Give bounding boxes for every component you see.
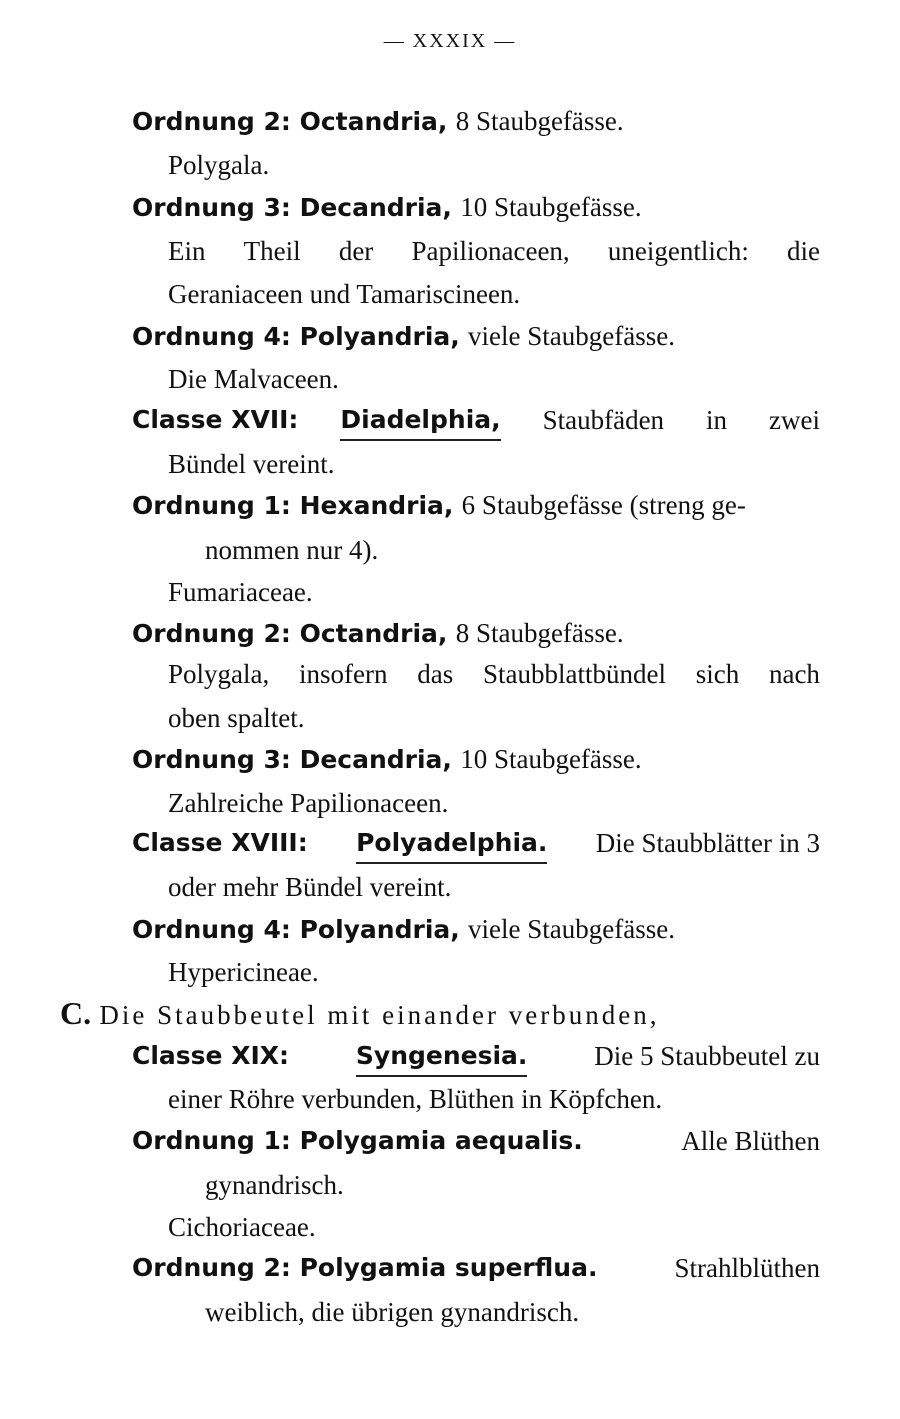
class-label: Classe XIX:: [132, 1041, 290, 1070]
order-description: 6 Staubgefässe (streng ge-: [461, 490, 746, 520]
justified-text-line: [168, 234, 820, 268]
class-label: Classe XVIII:: [132, 828, 308, 857]
order-description: 8 Staubgefässe.: [455, 106, 624, 136]
order-description: 10 Staubgefässe.: [460, 192, 642, 222]
example-text: Fumariaceae.: [168, 577, 313, 607]
order-polyandria-line: [132, 319, 675, 354]
example-text: Die Malvaceen.: [168, 364, 339, 394]
continuation-text: nommen nur 4).: [205, 535, 379, 565]
order-description: Strahlblüthen: [674, 1253, 820, 1283]
order-octandria-line: [132, 616, 624, 651]
class-description: Die 5 Staubbeutel zu: [594, 1041, 820, 1071]
word: das: [417, 659, 454, 689]
word: Ein: [168, 236, 206, 266]
class-diadelphia-line: [132, 403, 820, 441]
order-label: Ordnung 3: Decandria,: [132, 745, 452, 774]
class-label: Classe XVII:: [132, 405, 299, 434]
order-polyandria-line: [132, 912, 675, 947]
section-letter: C.: [60, 995, 92, 1031]
class-name: Syngenesia.: [356, 1039, 528, 1077]
continuation-text: weiblich, die übrigen gynandrisch.: [205, 1297, 580, 1327]
example-text: oben spaltet.: [168, 703, 305, 733]
order-octandria-line: [132, 104, 624, 139]
order-label: Ordnung 3: Decandria,: [132, 193, 452, 222]
class-description: einer Röhre verbunden, Blüthen in Köpfchen.: [168, 1084, 663, 1114]
class-name: Diadelphia,: [340, 403, 500, 441]
order-decandria-line: [132, 742, 642, 777]
example-text: Zahlreiche Papilionaceen.: [168, 788, 449, 818]
order-polygamia-superflua-line: [132, 1251, 820, 1285]
order-hexandria-line: [132, 488, 746, 523]
class-syngenesia-line: [132, 1039, 820, 1077]
order-label: Ordnung 2: Octandria,: [132, 619, 448, 648]
word: Staubfäden: [542, 405, 665, 435]
order-description: 8 Staubgefässe.: [455, 618, 624, 648]
order-description: 10 Staubgefässe.: [460, 744, 642, 774]
word: uneigentlich:: [607, 236, 749, 266]
example-text: Cichoriaceae.: [168, 1212, 316, 1242]
word: der: [338, 236, 374, 266]
word: Papilionaceen,: [411, 236, 570, 266]
word: zwei: [768, 405, 820, 435]
order-description: Alle Blüthen: [681, 1126, 820, 1156]
order-label: Ordnung 1: Hexandria,: [132, 491, 454, 520]
word: die: [787, 236, 820, 266]
continuation-text: gynandrisch.: [205, 1170, 344, 1200]
order-description: viele Staubgefässe.: [468, 321, 675, 351]
order-label: Ordnung 1: Polygamia aequalis.: [132, 1126, 583, 1155]
word: insofern: [299, 659, 388, 689]
class-description: Die Staubblätter in 3: [595, 828, 820, 858]
order-label: Ordnung 2: Octandria,: [132, 107, 448, 136]
word: sich: [695, 659, 740, 689]
class-polyadelphia-line: [132, 826, 820, 864]
order-label: Ordnung 2: Polygamia superflua.: [132, 1253, 598, 1282]
section-description: Die Staubbeutel mit einander verbunden,: [99, 1000, 660, 1030]
word: Theil: [243, 236, 301, 266]
word: Staubblattbündel: [482, 659, 666, 689]
example-text: Hypericineae.: [168, 957, 319, 987]
class-name: Polyadelphia.: [356, 826, 547, 864]
page-number: — XXXIX —: [383, 30, 517, 52]
order-description: viele Staubgefässe.: [468, 914, 675, 944]
order-polygamia-aequalis-line: [132, 1124, 820, 1158]
order-decandria-line: [132, 190, 642, 225]
class-description: Bündel vereint.: [168, 449, 335, 479]
example-text: Polygala.: [168, 150, 270, 180]
example-text: Geraniaceen und Tamariscineen.: [168, 279, 521, 309]
word: nach: [768, 659, 820, 689]
order-label: Ordnung 4: Polyandria,: [132, 915, 460, 944]
word: in: [706, 405, 728, 435]
word: Polygala,: [168, 659, 270, 689]
order-label: Ordnung 4: Polyandria,: [132, 322, 460, 351]
justified-text-line: [168, 657, 820, 691]
class-description: oder mehr Bündel vereint.: [168, 872, 452, 902]
section-c-heading: [60, 996, 660, 1033]
